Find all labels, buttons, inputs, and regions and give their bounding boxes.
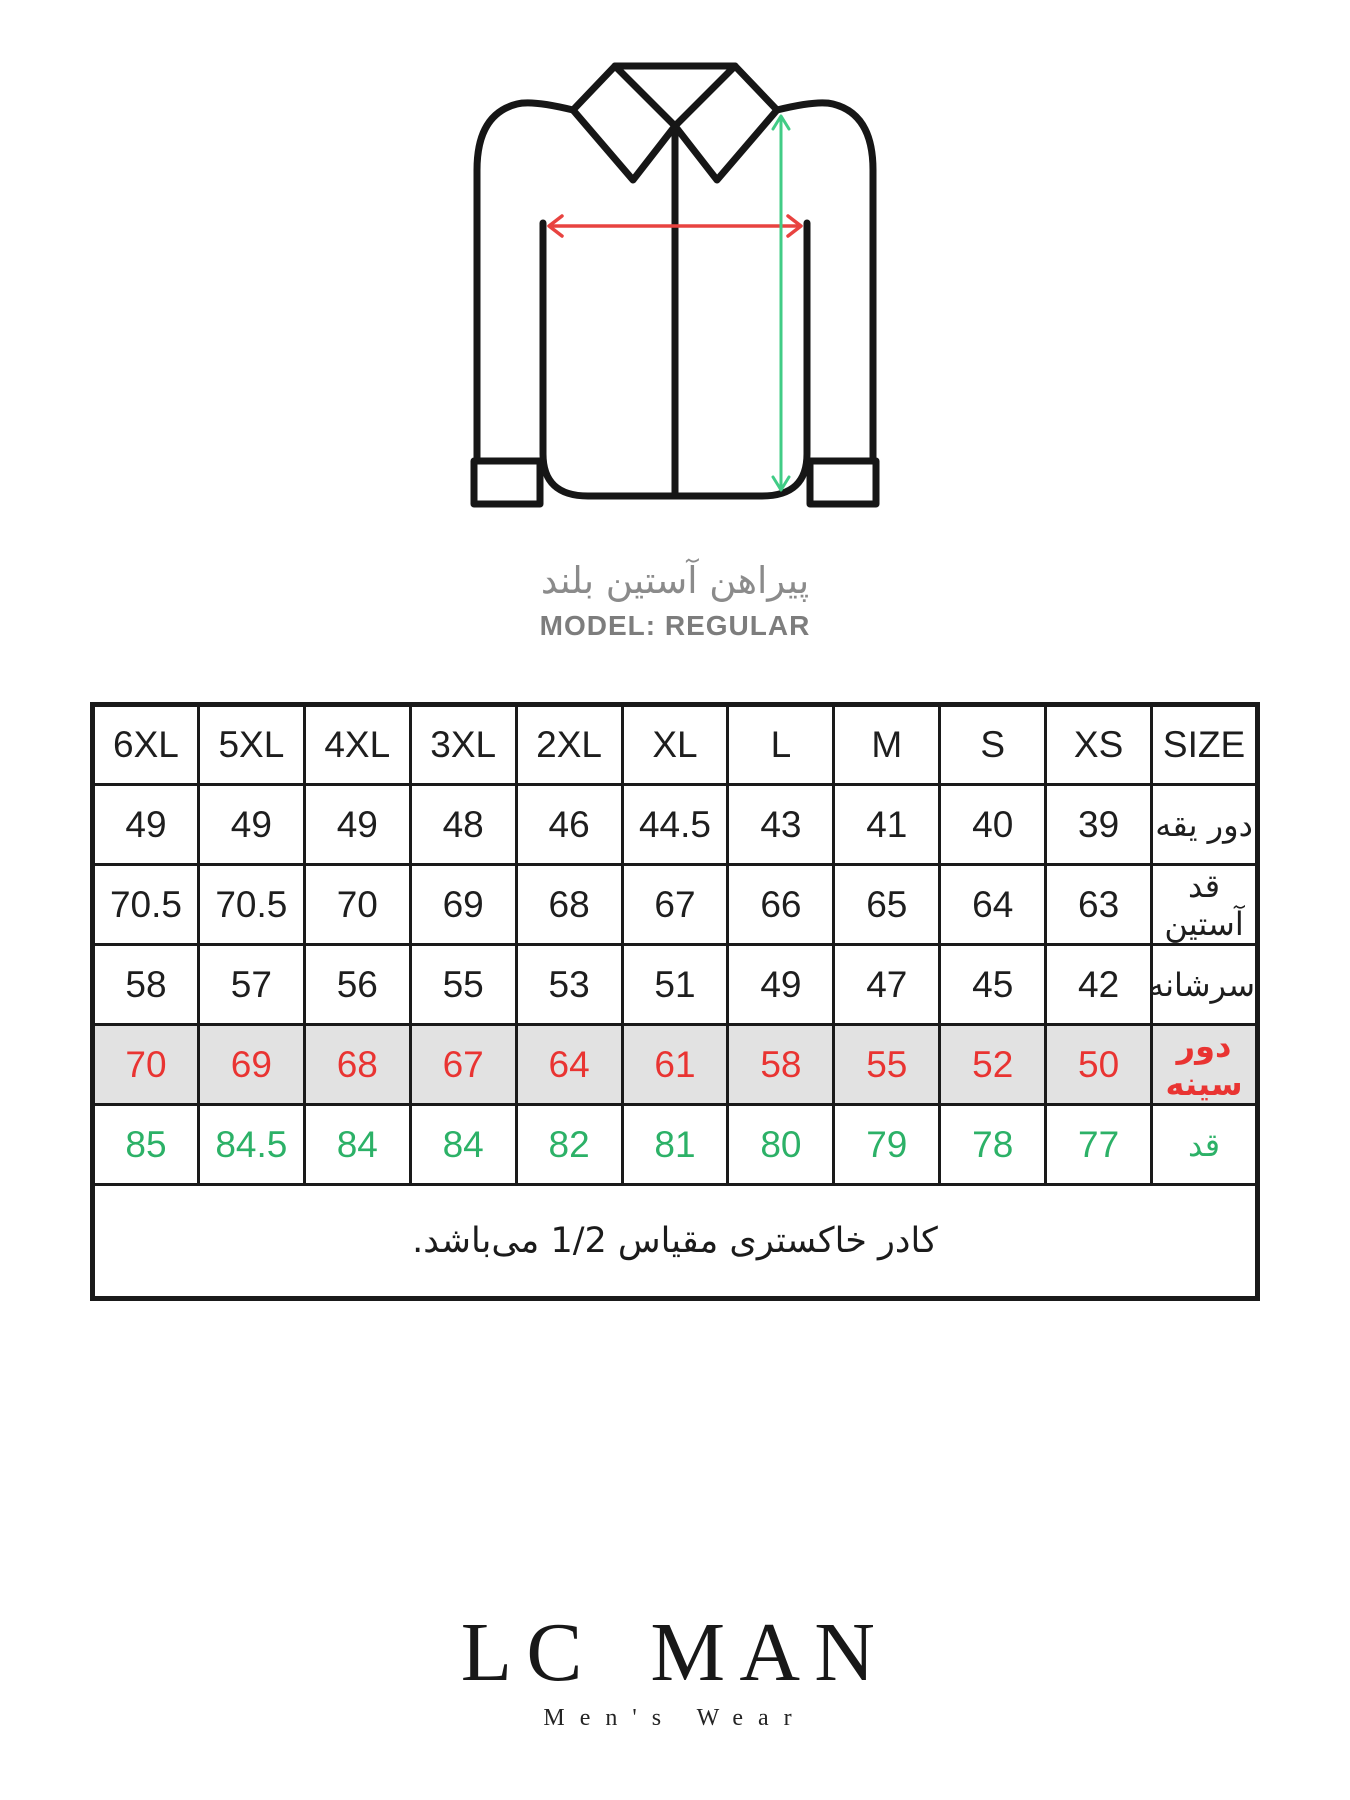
size-column-header: 5XL [198, 705, 304, 785]
size-column-header: 3XL [410, 705, 516, 785]
measurement-row-label: سرشانه [1152, 945, 1258, 1025]
brand-logo-block [0, 1606, 1350, 1732]
size-column-header: XL [622, 705, 728, 785]
measurement-row [93, 1025, 1258, 1105]
measurement-value-cell: 55 [834, 1025, 940, 1105]
shirt-type-title-fa: پیراهن آستین بلند [540, 559, 810, 602]
measurement-value-cell: 84.5 [198, 1105, 304, 1185]
length-arrow [773, 116, 789, 490]
measurement-value-cell: 66 [728, 865, 834, 945]
measurement-value-cell: 55 [410, 945, 516, 1025]
measurement-value-cell: 68 [516, 865, 622, 945]
measurement-value-cell: 49 [728, 945, 834, 1025]
shirt-outline [474, 66, 876, 504]
measurement-value-cell: 78 [940, 1105, 1046, 1185]
measurement-value-cell: 40 [940, 785, 1046, 865]
measurement-value-cell: 64 [516, 1025, 622, 1105]
measurement-value-cell: 77 [1046, 1105, 1152, 1185]
measurement-row-label: قد [1152, 1105, 1258, 1185]
measurement-value-cell: 69 [410, 865, 516, 945]
size-column-header: 4XL [304, 705, 410, 785]
measurement-value-cell: 80 [728, 1105, 834, 1185]
measurement-row [93, 785, 1258, 865]
measurement-value-cell: 61 [622, 1025, 728, 1105]
measurement-value-cell: 47 [834, 945, 940, 1025]
measurement-value-cell: 57 [198, 945, 304, 1025]
measurement-row [93, 865, 1258, 945]
measurement-value-cell: 63 [1046, 865, 1152, 945]
measurement-value-cell: 84 [304, 1105, 410, 1185]
shirt-diagram [470, 58, 880, 513]
measurement-row [93, 945, 1258, 1025]
measurement-value-cell: 84 [410, 1105, 516, 1185]
scale-note: کادر خاکستری مقیاس 1/2 می‌باشد. [93, 1185, 1258, 1299]
measurement-value-cell: 64 [940, 865, 1046, 945]
measurement-value-cell: 56 [304, 945, 410, 1025]
measurement-value-cell: 68 [304, 1025, 410, 1105]
measurement-value-cell: 49 [198, 785, 304, 865]
measurement-value-cell: 51 [622, 945, 728, 1025]
measurement-value-cell: 48 [410, 785, 516, 865]
measurement-value-cell: 53 [516, 945, 622, 1025]
size-header-label: SIZE [1152, 705, 1258, 785]
brand-logo: LC MAN [460, 1606, 890, 1699]
brand-tagline: Men's Wear [543, 1705, 807, 1731]
measurement-value-cell: 79 [834, 1105, 940, 1185]
measurement-value-cell: 41 [834, 785, 940, 865]
measurement-value-cell: 58 [728, 1025, 834, 1105]
size-table-body [93, 705, 1258, 1299]
measurement-value-cell: 70 [93, 1025, 199, 1105]
measurement-value-cell: 70 [304, 865, 410, 945]
size-table [90, 702, 1260, 1301]
measurement-value-cell: 49 [93, 785, 199, 865]
size-column-header: XS [1046, 705, 1152, 785]
size-column-header: 2XL [516, 705, 622, 785]
measurement-value-cell: 46 [516, 785, 622, 865]
measurement-value-cell: 81 [622, 1105, 728, 1185]
measurement-value-cell: 52 [940, 1025, 1046, 1105]
measurement-value-cell: 45 [940, 945, 1046, 1025]
measurement-value-cell: 70.5 [93, 865, 199, 945]
measurement-row-label: دور یقه [1152, 785, 1258, 865]
measurement-value-cell: 49 [304, 785, 410, 865]
model-title: MODEL: REGULAR [539, 610, 811, 641]
measurement-row [93, 1105, 1258, 1185]
measurement-value-cell: 39 [1046, 785, 1152, 865]
size-column-header: 6XL [93, 705, 199, 785]
measurement-value-cell: 43 [728, 785, 834, 865]
measurement-value-cell: 69 [198, 1025, 304, 1105]
measurement-value-cell: 58 [93, 945, 199, 1025]
measurement-value-cell: 42 [1046, 945, 1152, 1025]
size-column-header: M [834, 705, 940, 785]
measurement-value-cell: 44.5 [622, 785, 728, 865]
measurement-value-cell: 82 [516, 1105, 622, 1185]
note-row [93, 1185, 1258, 1299]
measurement-row-label: قد آستین [1152, 865, 1258, 945]
measurement-value-cell: 67 [622, 865, 728, 945]
measurement-value-cell: 65 [834, 865, 940, 945]
measurement-value-cell: 67 [410, 1025, 516, 1105]
measurement-row-label: دور سینه [1152, 1025, 1258, 1105]
measurement-value-cell: 50 [1046, 1025, 1152, 1105]
measurement-value-cell: 85 [93, 1105, 199, 1185]
size-header-row [93, 705, 1258, 785]
size-column-header: L [728, 705, 834, 785]
measurement-value-cell: 70.5 [198, 865, 304, 945]
size-column-header: S [940, 705, 1046, 785]
